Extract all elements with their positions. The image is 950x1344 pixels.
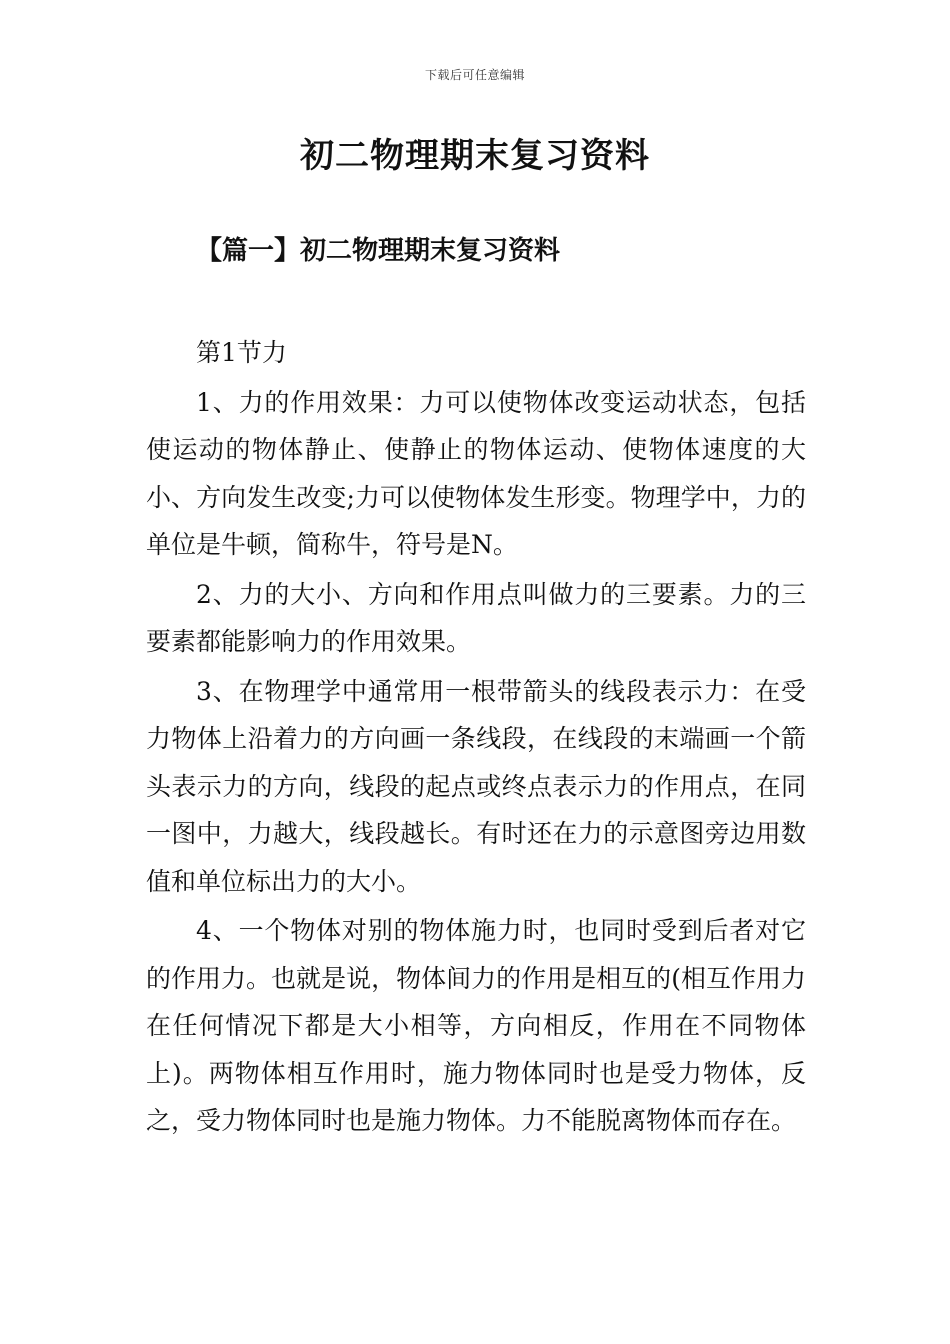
document-title: 初二物理期末复习资料 [300, 136, 650, 176]
paragraph: 2、力的大小、方向和作用点叫做力的三要素。力的三要素都能影响力的作用效果。 [146, 579, 806, 656]
paragraph-section-label: 第1节力 [196, 338, 287, 367]
paragraph: 1、力的作用效果：力可以使物体改变运动状态，包括使运动的物体静止、使静止的物体运动、使物体速度的大小、方向发生改变;力可以使物体发生形变。物理学中，力的单位是牛顿，简称牛，符号是N。 [146, 387, 806, 559]
paragraph: 4、一个物体对别的物体施力时，也同时受到后者对它的作用力。也就是说，物体间力的作用是相互的(相互作用力在任何情况下都是大小相等，方向相反，作用在不同物体上)。两物体相互作用时，施力物体同时也是受力物体，反之，受力物体同时也是施力物体。力不能脱离物体而存在。 [146, 916, 806, 1135]
section-heading: 【篇一】初二物理期末复习资料 [196, 236, 561, 266]
document-body [146, 329, 806, 1147]
header-note: 下载后可任意编辑 [424, 68, 525, 82]
paragraph: 3、在物理学中通常用一根带箭头的线段表示力：在受力物体上沿着力的方向画一条线段，在线段的末端画一个箭头表示力的方向，线段的起点或终点表示力的作用点，在同一图中，力越大，线段越长。有时还在力的示意图旁边用数值和单位标出力的大小。 [146, 676, 806, 896]
